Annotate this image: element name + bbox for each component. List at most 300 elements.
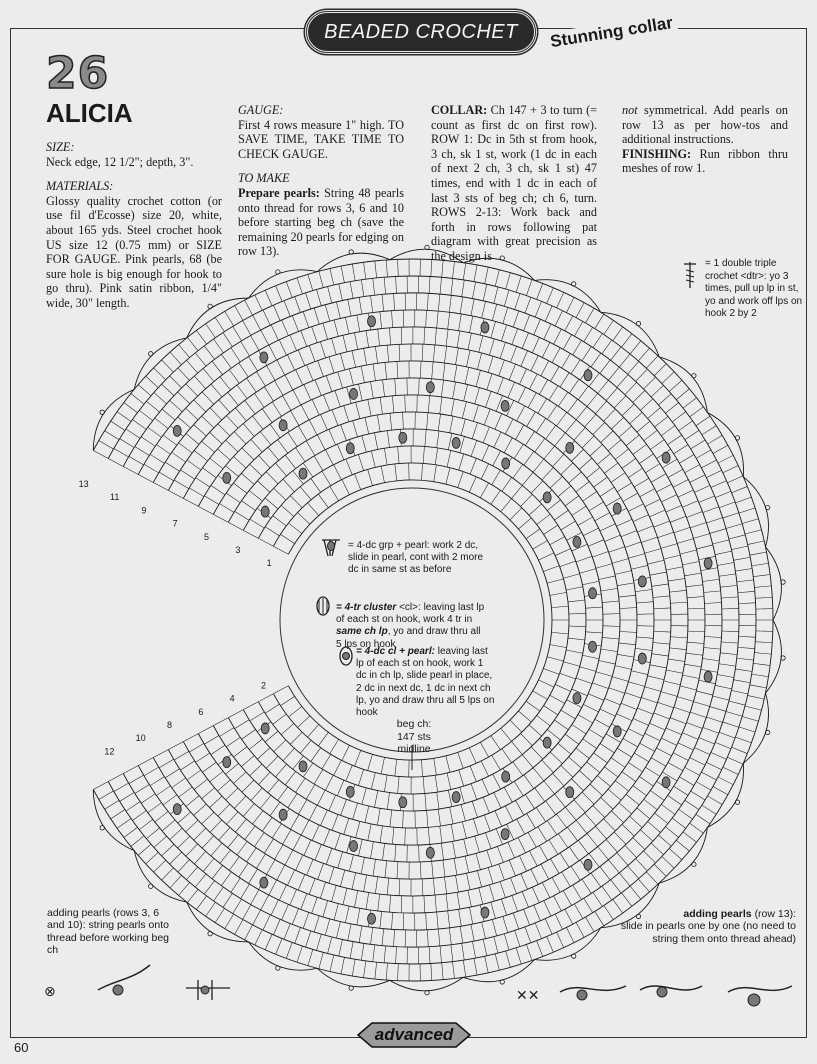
- stitch: [580, 569, 596, 574]
- stitch: [132, 420, 146, 430]
- stitch: [633, 444, 647, 454]
- stitch: [633, 718, 649, 725]
- stitch: [454, 365, 457, 382]
- stitch: [365, 417, 369, 434]
- stitch: [665, 403, 678, 414]
- stitch: [589, 729, 603, 738]
- stitch: [271, 325, 278, 340]
- stitch: [272, 402, 281, 416]
- stitch: [328, 287, 332, 303]
- stitch: [108, 774, 123, 782]
- stitch: [551, 606, 568, 608]
- stitch: [514, 781, 523, 795]
- stitch: [322, 471, 331, 486]
- stitch: [488, 868, 493, 884]
- beg-ch-text: beg ch:: [396, 718, 432, 730]
- stitch: [453, 962, 455, 979]
- stitch: [256, 854, 265, 868]
- stitch: [228, 392, 239, 405]
- stitch: [359, 297, 362, 314]
- stitch: [242, 501, 256, 511]
- stitch: [318, 863, 324, 879]
- stitch: [202, 468, 216, 478]
- tr-cluster-label: = 4-tr cluster: [336, 602, 397, 613]
- stitch: [534, 319, 541, 335]
- stitch: [555, 311, 562, 326]
- stitch: [345, 317, 349, 334]
- stitch: [708, 435, 723, 444]
- stitch: [526, 280, 532, 296]
- pearl: [481, 322, 489, 333]
- scallop: [707, 413, 743, 477]
- stitch: [646, 872, 658, 884]
- stitch: [604, 819, 616, 831]
- stitch: [159, 759, 174, 768]
- stitch: [336, 302, 340, 319]
- stitch: [368, 754, 373, 770]
- stitch: [602, 601, 619, 603]
- stitch: [320, 882, 325, 898]
- stitch: [533, 541, 548, 550]
- stitch: [739, 508, 755, 513]
- stitch: [304, 840, 311, 855]
- stitch: [278, 440, 288, 454]
- stitch: [387, 793, 389, 810]
- stitch: [304, 385, 311, 400]
- stitch: [552, 348, 560, 363]
- stitch: [574, 428, 585, 441]
- stitch: [187, 770, 201, 780]
- stitch: [637, 708, 653, 714]
- stitch: [368, 469, 373, 485]
- stitch: [745, 530, 761, 534]
- stitch: [519, 369, 526, 384]
- stitch: [446, 329, 448, 346]
- stitch: [546, 425, 556, 439]
- stitch: [420, 361, 421, 378]
- stitch: [750, 552, 767, 555]
- stitch: [290, 732, 302, 744]
- stitch: [547, 288, 554, 304]
- stitch: [344, 406, 349, 422]
- stitch: [174, 480, 189, 489]
- stitch: [162, 409, 175, 420]
- stitch: [699, 738, 715, 744]
- stitch: [754, 653, 771, 655]
- stitch: [485, 956, 489, 973]
- stitch: [276, 286, 282, 302]
- stitch: [628, 729, 643, 737]
- stitch: [395, 759, 397, 776]
- stitch: [344, 818, 349, 834]
- stitch: [633, 786, 647, 796]
- stitch: [679, 421, 693, 431]
- stitch: [194, 828, 206, 840]
- stitch: [619, 873, 630, 886]
- stitch: [480, 483, 488, 498]
- stitch: [483, 284, 487, 301]
- stitch: [543, 566, 559, 572]
- stitch: [670, 637, 687, 638]
- stitch: [680, 550, 697, 554]
- stitch: [146, 376, 159, 387]
- dtr-symbol: [684, 262, 696, 288]
- stitch: [669, 848, 682, 859]
- stitch: [459, 909, 462, 926]
- stitch: [405, 395, 406, 412]
- stitch: [531, 869, 538, 884]
- stitch: [537, 514, 550, 524]
- stitch: [630, 886, 641, 899]
- scallop: [390, 249, 463, 262]
- pearl: [613, 726, 621, 737]
- stitch: [196, 478, 210, 487]
- stitch: [555, 684, 571, 691]
- stitch: [598, 380, 609, 393]
- stitch: [719, 502, 735, 508]
- stitch: [702, 805, 716, 814]
- stitch: [229, 370, 239, 384]
- stitch: [596, 564, 612, 569]
- stitch: [318, 361, 324, 377]
- stitch: [420, 862, 421, 879]
- stitch: [648, 821, 661, 832]
- stitch: [425, 430, 426, 447]
- stitch: [352, 264, 355, 281]
- stitch: [354, 891, 357, 908]
- stitch: [283, 396, 292, 411]
- stitch: [228, 710, 243, 718]
- stitch: [573, 340, 582, 355]
- stitch: [560, 853, 569, 867]
- stitch: [285, 375, 293, 390]
- stitch: [154, 860, 166, 872]
- stitch: [586, 607, 603, 608]
- stitch: [422, 879, 423, 896]
- stitch: [326, 376, 332, 392]
- stitch: [608, 440, 621, 451]
- stitch: [446, 468, 450, 484]
- stitch: [661, 692, 677, 697]
- pearl: [584, 859, 592, 870]
- stitch: [253, 315, 261, 330]
- stitch: [503, 307, 508, 323]
- stitch: [162, 384, 174, 396]
- stitch: [569, 472, 582, 483]
- stitch: [617, 375, 628, 388]
- stitch: [487, 374, 492, 390]
- stitch: [329, 357, 334, 373]
- stitch: [196, 753, 210, 762]
- stitch: [562, 353, 571, 368]
- stitch: [595, 826, 606, 839]
- stitch: [631, 671, 648, 675]
- stitch: [389, 328, 390, 345]
- pearl: [501, 829, 509, 840]
- stitch: [170, 852, 182, 864]
- stitch: [531, 481, 543, 493]
- dtr-note: = 1 double triple crochet <dtr>: yo 3 times, pull up lp in st, yo and work off lps on hook 2 by 2: [705, 258, 803, 319]
- stitch: [245, 400, 255, 414]
- pearl: [350, 841, 358, 852]
- stitch: [475, 388, 480, 404]
- stitch: [314, 308, 319, 324]
- stitch: [225, 311, 234, 326]
- stitch: [373, 364, 376, 381]
- stitch: [630, 816, 643, 827]
- stitch: [604, 767, 618, 777]
- skill-level-badge: [352, 1020, 476, 1050]
- stitch: [383, 843, 385, 860]
- stitch: [541, 864, 549, 879]
- stitch: [265, 527, 279, 536]
- scallop: [134, 851, 186, 903]
- stitch: [491, 736, 501, 750]
- stitch: [515, 800, 523, 815]
- stitch: [620, 631, 637, 632]
- stitch: [542, 882, 550, 897]
- pearl: [543, 492, 551, 503]
- stitch: [516, 276, 521, 292]
- stitch: [679, 809, 693, 819]
- stitch: [329, 867, 334, 883]
- stitch: [544, 324, 551, 339]
- stitch: [645, 687, 661, 692]
- stitch: [427, 413, 428, 430]
- stitch: [326, 848, 332, 864]
- stitch: [355, 750, 361, 766]
- stitch: [726, 712, 742, 717]
- stitch: [138, 758, 153, 766]
- stitch: [219, 504, 234, 513]
- stitch: [508, 382, 515, 398]
- stitch: [290, 335, 297, 351]
- stitch: [579, 458, 592, 469]
- stitch: [611, 880, 621, 894]
- stitch: [274, 488, 286, 500]
- pearl: [613, 503, 621, 514]
- stitch: [204, 736, 219, 745]
- stitch: [396, 276, 397, 293]
- stitch: [245, 300, 253, 315]
- stitch: [676, 840, 689, 851]
- stitch: [150, 454, 164, 463]
- stitch: [290, 496, 302, 508]
- stitch: [594, 477, 608, 487]
- stitch: [432, 861, 433, 878]
- stitch: [525, 297, 531, 313]
- stitch: [521, 351, 528, 367]
- stitch: [596, 672, 612, 677]
- stitch: [390, 413, 392, 430]
- stitch: [652, 654, 669, 656]
- stitch: [186, 844, 198, 856]
- stitch: [535, 301, 541, 317]
- stitch: [600, 709, 615, 716]
- stitch: [539, 553, 554, 560]
- stitch: [392, 311, 393, 328]
- stitch: [346, 765, 352, 781]
- stitch: [696, 782, 711, 790]
- stitch: [696, 450, 711, 458]
- stitch: [163, 435, 177, 445]
- stitch: [330, 268, 334, 285]
- stitch: [210, 432, 222, 444]
- stitch: [165, 462, 179, 471]
- picot: [208, 304, 212, 308]
- stitch: [264, 839, 273, 853]
- stitch: [644, 377, 656, 389]
- stitch: [482, 922, 486, 939]
- stitch: [532, 887, 539, 903]
- stitch: [245, 925, 253, 940]
- stitch: [501, 499, 512, 512]
- row-number: 4: [229, 693, 235, 704]
- stitch: [276, 939, 282, 955]
- stitch: [636, 637, 653, 638]
- scallop: [659, 357, 707, 413]
- stitch: [261, 330, 269, 345]
- stitch: [260, 432, 271, 445]
- stitch: [348, 924, 351, 941]
- stitch: [162, 360, 174, 372]
- stitch: [239, 863, 248, 877]
- stitch: [739, 636, 756, 637]
- stitch: [599, 660, 616, 664]
- stitch: [218, 804, 230, 816]
- stitch: [335, 391, 340, 407]
- stitch: [243, 530, 258, 538]
- stitch: [489, 885, 494, 901]
- stitch: [178, 368, 190, 380]
- materials-heading: MATERIALS:: [46, 179, 114, 194]
- stitch: [654, 608, 671, 609]
- stitch: [312, 400, 319, 415]
- stitch: [296, 448, 306, 462]
- stitch: [635, 648, 652, 650]
- stitch: [270, 802, 280, 816]
- stitch: [645, 464, 659, 473]
- stitch: [338, 852, 343, 868]
- stitch: [585, 813, 596, 826]
- stitch: [638, 348, 649, 361]
- stitch: [593, 422, 605, 434]
- stitch: [628, 554, 644, 559]
- stitch: [685, 430, 699, 439]
- stitch: [428, 396, 429, 413]
- stitch: [139, 819, 152, 829]
- pearl: [368, 913, 376, 924]
- pearl: [543, 737, 551, 748]
- stitch: [509, 860, 515, 876]
- stitch: [332, 885, 337, 901]
- stitch: [639, 777, 653, 787]
- stitch: [688, 608, 705, 609]
- stitch: [682, 501, 698, 508]
- stitch: [245, 826, 255, 840]
- stitch: [494, 287, 498, 303]
- stitch: [99, 441, 114, 449]
- stitch: [375, 346, 377, 363]
- stitch: [518, 838, 525, 853]
- prepare-label: Prepare pearls:: [238, 185, 320, 200]
- stitch: [517, 406, 525, 421]
- stitch: [389, 895, 390, 912]
- stitch: [231, 878, 240, 892]
- stitch: [521, 494, 533, 506]
- stitch: [378, 894, 380, 911]
- stitch: [174, 751, 189, 760]
- stitch: [494, 793, 501, 808]
- stitch: [650, 510, 666, 517]
- pearl: [452, 437, 460, 448]
- stitch: [543, 668, 559, 674]
- stitch: [563, 574, 579, 579]
- stitch: [366, 331, 369, 348]
- stitch: [645, 767, 659, 776]
- stitch: [491, 321, 496, 337]
- gauge-heading: GAUGE:: [238, 103, 284, 117]
- note-right-suffix: (row 13):: [754, 908, 796, 920]
- stitch: [247, 848, 257, 862]
- pattern-number: 26: [46, 48, 110, 99]
- stitch: [462, 822, 466, 838]
- scallop: [134, 338, 186, 390]
- stitch: [515, 293, 520, 309]
- stitch: [640, 489, 655, 497]
- stitch: [499, 864, 505, 880]
- stitch: [554, 896, 562, 911]
- stitch: [438, 929, 439, 946]
- stitch: [371, 928, 373, 945]
- stitch: [198, 726, 213, 734]
- stitch: [502, 477, 512, 491]
- stitch: [567, 399, 577, 413]
- stitch: [433, 878, 434, 895]
- stitch: [242, 448, 254, 460]
- stitch: [343, 335, 347, 352]
- stitch: [162, 844, 174, 856]
- stitch: [626, 435, 639, 446]
- row-number: 9: [141, 505, 147, 516]
- stitch: [283, 830, 292, 845]
- stitch: [701, 772, 716, 780]
- stitch: [186, 867, 197, 880]
- stitch: [516, 948, 521, 964]
- stitch: [332, 814, 338, 830]
- stitch: [251, 439, 262, 452]
- stitch: [293, 835, 301, 850]
- stitch: [266, 472, 278, 484]
- stitch: [550, 592, 567, 595]
- stitch: [257, 481, 270, 492]
- stitch: [371, 296, 373, 313]
- stitch: [202, 812, 214, 824]
- stitch: [384, 775, 387, 792]
- pearl: [350, 388, 358, 399]
- stitch: [634, 753, 649, 762]
- stitch: [427, 810, 428, 827]
- stitch: [476, 370, 480, 386]
- stitch: [234, 432, 246, 444]
- stitch: [497, 846, 503, 862]
- stitch: [732, 486, 748, 492]
- stitch: [397, 862, 398, 879]
- stitch: [579, 770, 592, 781]
- stitch: [277, 865, 285, 880]
- stitch: [504, 438, 512, 453]
- stitch: [715, 491, 731, 497]
